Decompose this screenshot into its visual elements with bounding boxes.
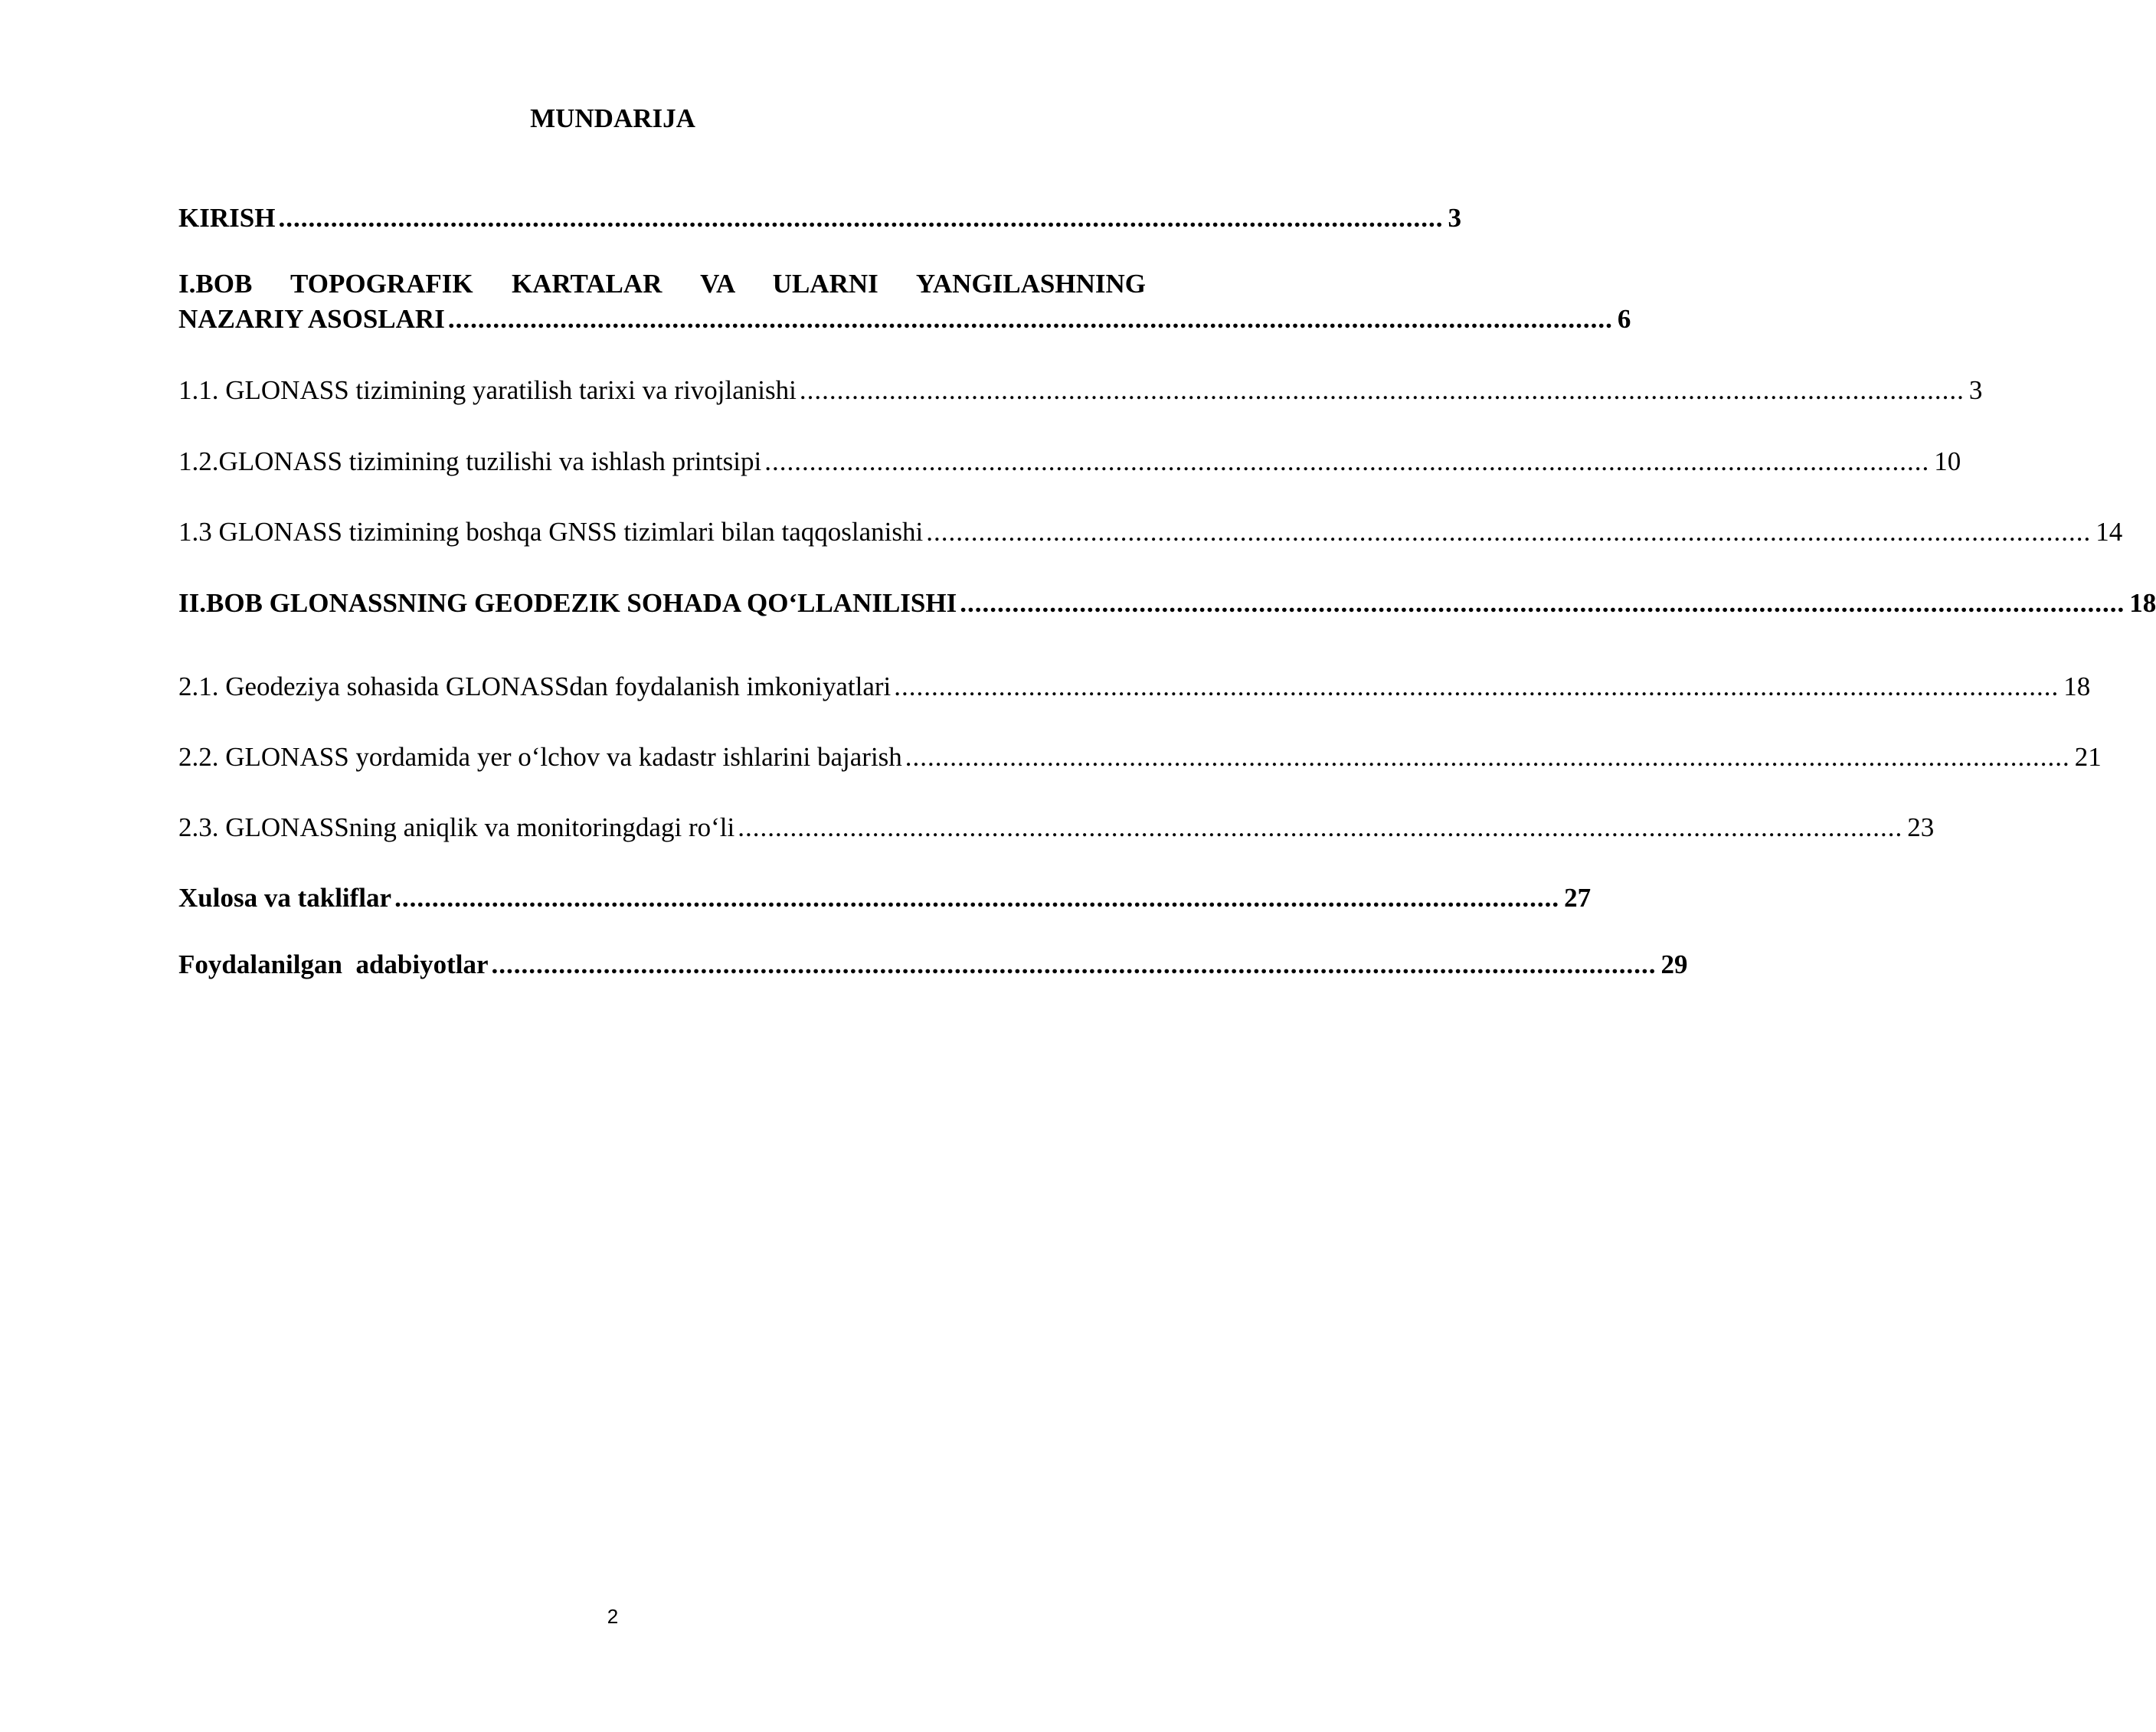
dot-leader: ............................................................................................................................................................ <box>738 812 1903 842</box>
dot-leader: ............................................................................................................................................................ <box>799 375 1965 405</box>
dot-leader: ............................................................................................................................................................ <box>926 517 2092 547</box>
toc-entry-chapter-1[interactable] <box>178 266 1631 337</box>
toc-entry-2-3[interactable] <box>178 810 1935 845</box>
toc-entry-page: 10 <box>1934 446 1961 476</box>
toc-entry-page: 23 <box>1907 812 1935 842</box>
toc-entry-title: Foydalanilgan adabiyotlar <box>178 949 489 979</box>
toc-entry-2-1[interactable] <box>178 669 2091 704</box>
dot-leader: ............................................................................................................................................................ <box>491 949 1657 979</box>
toc-entry-title: 1.3 GLONASS tizimining boshqa GNSS tizimlari bilan taqqoslanishi <box>178 517 924 547</box>
dot-leader: ............................................................................................................................................................ <box>905 742 2070 772</box>
toc-entry-references[interactable] <box>178 947 1688 982</box>
toc-entry-title-line1: I.BOB TOPOGRAFIK KARTALAR VA ULARNI YANGILASHNING <box>178 269 1146 299</box>
dot-leader: ............................................................................................................................................................ <box>447 304 1613 334</box>
toc-entry-conclusion[interactable] <box>178 881 1592 916</box>
toc-entry-1-3[interactable] <box>178 515 2123 550</box>
page-title: MUNDARIJA <box>530 103 695 133</box>
toc-entry-2-2[interactable] <box>178 740 2102 775</box>
toc-entry-page: 3 <box>1448 203 1461 233</box>
toc-entry-kirish[interactable] <box>178 201 1461 236</box>
dot-leader: ............................................................................................................................................................ <box>278 203 1444 233</box>
toc-entry-page: 14 <box>2095 517 2123 547</box>
dot-leader: ............................................................................................................................................................ <box>394 883 1560 913</box>
toc-entry-title: Xulosa va takliflar <box>178 883 392 913</box>
toc-entry-page: 27 <box>1564 883 1592 913</box>
toc-entry-title: 1.1. GLONASS tizimining yaratilish tarixi va rivojlanishi <box>178 375 797 405</box>
dot-leader: ............................................................................................................................................................ <box>764 446 1930 476</box>
toc-entry-title: KIRISH <box>178 203 276 233</box>
toc-entry-page: 21 <box>2074 742 2102 772</box>
toc-entry-title: 1.2.GLONASS tizimining tuzilishi va ishlash printsipi <box>178 446 762 476</box>
page-number: 2 <box>607 1605 619 1628</box>
toc-entry-1-2[interactable] <box>178 444 1961 479</box>
toc-entry-chapter-2[interactable] <box>178 586 2156 621</box>
toc-entry-title: II.BOB GLONASSNING GEODEZIK SOHADA QO‘LLANILISHI <box>178 588 957 618</box>
toc-entry-title: 2.3. GLONASSning aniqlik va monitoringdagi ro‘li <box>178 812 735 842</box>
toc-entry-title: 2.2. GLONASS yordamida yer o‘lchov va kadastr ishlarini bajarish <box>178 742 902 772</box>
toc-entry-title: NAZARIY ASOSLARI <box>178 304 445 334</box>
dot-leader: ............................................................................................................................................................ <box>960 588 2125 618</box>
toc-entry-title: 2.1. Geodeziya sohasida GLONASSdan foydalanish imkoniyatlari <box>178 672 892 701</box>
toc-entry-page: 29 <box>1660 949 1688 979</box>
toc-entry-page: 18 <box>2063 672 2091 701</box>
toc-entry-1-1[interactable] <box>178 373 1983 408</box>
toc-entry-page: 18 <box>2129 588 2156 618</box>
toc-entry-page: 6 <box>1617 304 1631 334</box>
dot-leader: ............................................................................................................................................................ <box>894 672 2059 701</box>
toc-entry-page: 3 <box>1968 375 1983 405</box>
